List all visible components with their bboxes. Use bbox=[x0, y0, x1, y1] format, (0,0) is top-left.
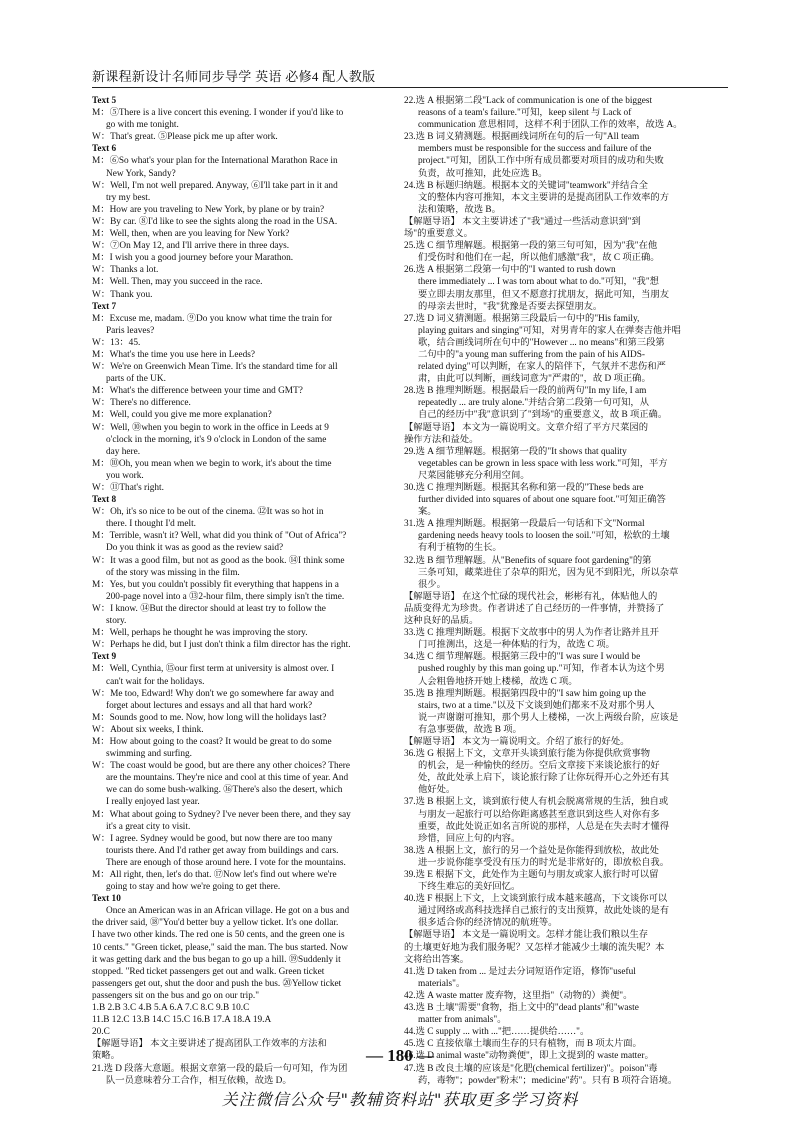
text-line: W：Perhaps he did, but I just don't think a film director has the right. bbox=[92, 640, 351, 651]
text-line: 要立即去朋友那里，但又不愿意打扰朋友，据此可知，当朋友 bbox=[418, 289, 670, 300]
text-line: 28.选 B 推理判断题。根据最后一段的前两句"In my life, I am bbox=[404, 386, 647, 397]
text-line: 【解题导语】 本文是一篇说明文。怎样才能让我们粮以生存 bbox=[404, 930, 649, 941]
text-line: 操作方法和益处。 bbox=[404, 434, 479, 445]
text-line: W：Thank you. bbox=[92, 289, 153, 300]
text-line: Text 10 bbox=[92, 894, 121, 905]
text-line: 法和策略，故选 B。 bbox=[418, 204, 501, 215]
text-line: 歌，结合画线词所在句中的"However ... no means"和第三段第 bbox=[418, 337, 665, 348]
text-line: repeatedly ... are truly alone."并结合第二段第一句可知，从 bbox=[418, 398, 650, 409]
text-line: 进一步说你能享受没有压力的时光是非常好的，即放松自我。 bbox=[418, 857, 670, 868]
text-line: swimming and surfing. bbox=[106, 749, 192, 760]
text-line: 下终生难忘的美好回忆。 bbox=[418, 882, 521, 893]
text-line: related dying"可以判断，在家人的陪伴下，气氛并不悲伤和严 bbox=[418, 362, 666, 373]
text-line: M：Excuse me, madam. ⑨Do you know what time the train for bbox=[92, 313, 333, 324]
text-line: M：Well, Cynthia, ⑮our first term at university is almost over. I bbox=[92, 664, 335, 675]
text-line: 【解题导语】 本文为一篇说明文。介绍了旅行的好处。 bbox=[404, 736, 630, 747]
text-line: 与朋友一起旅行可以给你距离感甚至意识到这些人对你有多 bbox=[418, 809, 660, 820]
text-line: W：Oh, it's so nice to be out of the cinema. ⑫It was so hot in bbox=[92, 507, 324, 518]
text-line: there immediately ... I was torn about what to do."可知，"我"想 bbox=[418, 277, 659, 288]
text-line: 42.选 A waste matter 废弃物，这里指"（动物的）粪便"。 bbox=[404, 990, 633, 1001]
text-line: of the story was missing in the film. bbox=[106, 567, 240, 578]
text-line: 26.选 A 根据第二段第一句中的"I wanted to rush down bbox=[404, 265, 616, 276]
text-line: 肃，由此可以判断，画线词意为"严肃的"，故 D 项正确。 bbox=[418, 374, 651, 385]
text-line: W：It was a good film, but not as good as the book. ⑭I think some bbox=[92, 555, 345, 566]
text-line: 43.选 B 土壤"需要"食物，指上文中的"dead plants"和"waste bbox=[404, 1003, 639, 1014]
text-line: we can do some bush-walking. ⑯There's also the desert, which bbox=[106, 785, 343, 796]
text-line: M：Well. Then, may you succeed in the race. bbox=[92, 277, 263, 288]
text-line: 的机会，是一种愉快的经历。空后文章接下来谈论旅行的好 bbox=[418, 761, 660, 772]
text-line: tourists there. And I'd rather get away from buildings and cars. bbox=[106, 845, 339, 856]
text-line: can't wait for the holidays. bbox=[106, 676, 205, 687]
text-line: W：⑦On May 12, and I'll arrive there in three days. bbox=[92, 241, 290, 252]
text-line: M：⑤There is a live concert this evening. I wonder if you'd like to bbox=[92, 108, 344, 119]
text-line: 场"的重要意义。 bbox=[404, 229, 473, 240]
text-line: Do you think it was as good as the review said? bbox=[106, 543, 284, 554]
text-line: 二句中的"a young man suffering from the pain of his AIDS- bbox=[418, 349, 645, 360]
text-line: 文的整体内容可推知，本文主要讲的是提高团队工作效率的方 bbox=[418, 192, 670, 203]
text-line: M：Well, then, when are you leaving for New York? bbox=[92, 229, 290, 240]
text-line: W：Well, I'm not well prepared. Anyway, ⑥I'll take part in it and bbox=[92, 180, 338, 191]
text-line: 尺菜园能够充分利用空间。 bbox=[418, 470, 530, 481]
text-line: go with me tonight. bbox=[106, 120, 179, 131]
right-column bbox=[404, 95, 728, 1087]
text-line: reasons of a team's failure."可知，keep silent 与 Lack of bbox=[418, 108, 632, 119]
text-line: 1.B 2.B 3.C 4.B 5.A 6.A 7.C 8.C 9.B 10.C bbox=[92, 1003, 250, 1014]
text-line: 负责，故可推知，此处应选 B。 bbox=[418, 168, 548, 179]
text-line: 46.选 D animal waste"动物粪便"，即上文提到的 waste matter。 bbox=[404, 1051, 654, 1062]
text-line: 25.选 C 细节理解题。根据第一段的第三句可知，因为"我"在他 bbox=[404, 241, 658, 252]
text-line: matter from animals"。 bbox=[418, 1015, 507, 1026]
text-line: it was getting dark and the bus began to go up a hill. ⑲Suddenly it bbox=[92, 954, 341, 965]
text-line: M：I wish you a good journey before your Marathon. bbox=[92, 253, 294, 264]
text-line: W：⑪That's right. bbox=[92, 483, 164, 493]
text-line: 【解题导语】 本文为一篇说明文。文章介绍了平方尺菜园的 bbox=[404, 422, 649, 433]
text-line: materials"。 bbox=[418, 978, 466, 989]
text-line: 40.选 F 根据上下文，上文谈到旅行成本越来越高，下文谈你可以 bbox=[404, 894, 668, 905]
text-line: going to stay and how we're going to get there. bbox=[106, 882, 281, 893]
text-line: 29.选 A 细节理解题。根据第一段的"It shows that quality bbox=[404, 446, 627, 457]
text-line: 品质变得尤为珍贵。作者讲述了自己经历的一件事情，并赞扬了 bbox=[404, 603, 665, 614]
text-line: I really enjoyed last year. bbox=[106, 797, 200, 808]
text-line: Text 6 bbox=[92, 144, 117, 155]
text-line: 队一员意味着分工合作，相互依赖，故选 D。 bbox=[106, 1075, 292, 1086]
text-line: 处，故此处承上启下，谈论旅行除了让你玩得开心之外还有其 bbox=[418, 773, 670, 784]
text-line: passengers sit on the bus and go on our trip." bbox=[92, 990, 259, 1001]
text-line: 200-page novel into a ⑬2-hour film, there simply isn't the time. bbox=[106, 591, 345, 602]
text-line: 33.选 C 推理判断题。根据下文故事中的男人为作者让路并且开 bbox=[404, 628, 659, 639]
text-line: further divided into squares of about one square foot."可知正确答 bbox=[418, 495, 666, 506]
text-line: 24.选 B 标题归纳题。根据本文的关键词"teamwork"并结合全 bbox=[404, 180, 648, 191]
text-line: stairs, two at a time."以及下文谈到她们都来不及对那个男人 bbox=[418, 700, 655, 711]
footer-note: 关注微信公众号"教辅资料站"获取更多学习资料 bbox=[221, 1090, 579, 1109]
text-line: 22.选 A 根据第二段"Lack of communication is one of the biggest bbox=[404, 96, 653, 106]
text-line: stopped. "Red ticket passengers get out and walk. Green ticket bbox=[92, 966, 325, 977]
text-line: pushed roughly by this man going up."可知，作者本认为这个男 bbox=[418, 664, 665, 675]
text-line: 三条可知，藏菜进住了杂草的阳光，因为见不到阳光，所以杂草 bbox=[418, 567, 679, 578]
text-line: communication 意思相同，这样不利于团队工作的效率，故选 A。 bbox=[418, 120, 683, 131]
text-line: W：Thanks a lot. bbox=[92, 265, 159, 276]
text-line: 35.选 B 推理判断题。根据第四段中的"I saw him going up the bbox=[404, 688, 646, 699]
text-line: M：⑩Oh, you mean when we begin to work, it's about the time bbox=[92, 458, 332, 469]
text-line: Text 9 bbox=[92, 652, 117, 663]
text-line: 这种良好的品质。 bbox=[404, 616, 479, 627]
text-line: 【解题导语】 本文主要讲述了提高团队工作效率的方法和 bbox=[92, 1039, 327, 1050]
text-line: parts of the UK. bbox=[106, 374, 166, 385]
text-line: 们受伤时和他们在一起，所以他们感激"我"，故 C 项正确。 bbox=[418, 253, 660, 264]
text-line: M：What about going to Sydney? I've never been there, and they say bbox=[92, 809, 351, 820]
text-line: forget about lectures and essays and all that hard work? bbox=[106, 700, 313, 711]
text-line: Text 7 bbox=[92, 301, 117, 312]
text-line: W：I agree. Sydney would be good, but now there are too many bbox=[92, 833, 333, 844]
text-line: 20.C bbox=[92, 1027, 110, 1038]
text-line: M：All right, then, let's do that. ⑰Now let's find out where we're bbox=[92, 870, 337, 880]
text-line: members must be responsible for the success and failure of the bbox=[418, 144, 652, 155]
text-line: 10 cents." "Green ticket, please," said the man. The bus started. Now bbox=[92, 942, 348, 953]
text-line: 药，毒物"；powder"粉末"；medicine"药"。只有 B 项符合语境。 bbox=[418, 1075, 678, 1086]
text-line: 案。 bbox=[418, 507, 437, 518]
text-line: M：Yes, but you couldn't possibly fit everything that happens in a bbox=[92, 579, 339, 590]
page-number: — 180 — bbox=[366, 1046, 434, 1065]
text-line: W：Me too, Edward! Why don't we go somewhere far away and bbox=[92, 688, 334, 699]
text-line: are the mountains. They're nice and cool at this time of year. And bbox=[106, 773, 349, 784]
text-line: 很少。 bbox=[418, 579, 446, 590]
text-line: M：Sounds good to me. Now, how long will the holidays last? bbox=[92, 712, 327, 723]
text-line: 45.选 C 直接依靠土壤而生存的只有植物，而 B 项太片面。 bbox=[404, 1039, 642, 1050]
text-line: W：Well, ⑩when you begin to work in the office in Leeds at 9 bbox=[92, 422, 329, 433]
text-line: 重要，故此处说正如名言所说的那样，人总是在失去时才懂得 bbox=[418, 821, 670, 832]
text-line: 44.选 C supply ... with ..."把……提供给……"。 bbox=[404, 1027, 590, 1038]
text-line: vegetables can be grown in less space with less work."可知，平方 bbox=[418, 458, 668, 469]
text-line: 门可推测出，这是一种体贴的行为，故选 C 项。 bbox=[418, 640, 615, 651]
text-line: M：⑥So what's your plan for the International Marathon Race in bbox=[92, 156, 338, 167]
text-line: W：There's no difference. bbox=[92, 398, 191, 409]
text-line: 34.选 C 细节理解题。根据第三段中的"I was sure I would be bbox=[404, 652, 641, 663]
text-line: Text 5 bbox=[92, 96, 117, 106]
text-line: Once an American was in an African village. He got on a bus and bbox=[106, 906, 350, 917]
text-line: Text 8 bbox=[92, 495, 117, 506]
text-line: 通过网络或高科技选择自己旅行的支出预算，故此处谈的是有 bbox=[418, 906, 670, 917]
text-line: 说一声谢谢可推知，那个男人上楼梯，一次上两级台阶，应该是 bbox=[418, 712, 679, 723]
text-line: 32.选 B 细节理解题。从"Benefits of square foot gardening"的第 bbox=[404, 555, 652, 566]
book-title: 新课程新设计名师同步导学 英语 必修4 配人教版 bbox=[92, 69, 376, 84]
text-line: gardening needs heavy tools to loosen the soil."可知，松软的土壤 bbox=[418, 531, 670, 542]
text-line: 他好处。 bbox=[418, 785, 456, 796]
text-line: M：Well, perhaps he thought he was improving the story. bbox=[92, 628, 308, 639]
header-rule bbox=[92, 87, 728, 88]
text-line: 人会粗鲁地挤开她上楼梯，故选 C 项。 bbox=[418, 676, 578, 687]
text-line: New York, Sandy? bbox=[106, 168, 176, 179]
text-line: day here. bbox=[106, 446, 141, 457]
text-line: passengers get out, shut the door and push the bus. ⑳Yellow ticket bbox=[92, 978, 342, 989]
text-line: 的土壤更好地为我们服务呢？又怎样才能减少土壤的流失呢？本 bbox=[404, 942, 665, 953]
text-line: 41.选 D taken from ... 是过去分词短语作定语，修饰"useful bbox=[404, 966, 636, 977]
text-line: W：By car. ⑧I'd like to see the sights along the road in the USA. bbox=[92, 216, 338, 227]
text-line: 39.选 E 根据下文，此处作为主题句与朋友或家人旅行时可以留 bbox=[404, 870, 659, 880]
text-line: story. bbox=[106, 616, 127, 627]
text-line: 11.B 12.C 13.B 14.C 15.C 16.B 17.A 18.A 19.A bbox=[92, 1015, 272, 1026]
text-line: 31.选 A 推理判断题。根据第一段最后一句话和下文"Normal bbox=[404, 519, 645, 530]
text-line: Paris leaves? bbox=[106, 325, 155, 336]
text-line: 策略。 bbox=[92, 1051, 120, 1062]
text-line: you work. bbox=[106, 470, 144, 481]
text-line: W：About six weeks, I think. bbox=[92, 724, 204, 735]
text-line: playing guitars and singing"可知，对男青年的家人在弹奏吉他并唱 bbox=[418, 325, 681, 336]
text-line: W：We're on Greenwich Mean Time. It's the standard time for all bbox=[92, 362, 338, 373]
text-line: 37.选 B 根据上文，谈到旅行使人有机会脱离常规的生活，独自或 bbox=[404, 797, 669, 808]
text-line: 30.选 C 推理判断题。根据其名称和第一段的"These beds are bbox=[404, 483, 644, 493]
text-line: 有急事要做，故选 B 项。 bbox=[418, 724, 522, 735]
text-line: W：I know. ⑭But the director should at least try to follow the bbox=[92, 603, 326, 614]
text-line: 的母亲去世时，"我"犹豫是否要去探望朋友。 bbox=[418, 301, 603, 312]
text-line: M：How are you traveling to New York, by plane or by train? bbox=[92, 204, 325, 215]
text-line: 有利于植物的生长。 bbox=[418, 543, 502, 554]
text-line: 珍惜，回应上句的内容。 bbox=[418, 833, 521, 844]
text-line: M：What's the time you use here in Leeds? bbox=[92, 349, 256, 360]
text-line: I have two other kinds. The red one is 50 cents, and the green one is bbox=[92, 930, 345, 941]
text-line: W：That's great. ⑤Please pick me up after work. bbox=[92, 132, 278, 143]
text-line: 36.选 G 根据上下文，文章开头谈到旅行能为你提供欣赏事物 bbox=[404, 749, 651, 760]
text-line: M：What's the difference between your time and GMT? bbox=[92, 386, 303, 397]
text-line: 【解题导语】 在这个忙碌的现代社会，彬彬有礼，体贴他人的 bbox=[404, 591, 658, 602]
text-line: project."可知，团队工作中所有成员都要对项目的成功和失败 bbox=[418, 156, 664, 167]
text-line: 21.选 D 段落大意题。根据文章第一段的最后一句可知，作为团 bbox=[92, 1063, 348, 1074]
text-line: 自己的经历中"我"意识到了"到场"的重要意义，故 B 项正确。 bbox=[418, 410, 668, 421]
text-line: the driver said, ⑱"You'd better buy a yellow ticket. It's one dollar. bbox=[92, 918, 339, 929]
text-line: W：13：45. bbox=[92, 337, 141, 348]
text-line: 38.选 A 根据上文，旅行的另一个益处是你能得到放松，故此处 bbox=[404, 845, 659, 856]
text-line: o'clock in the morning, it's 9 o'clock in London of the same bbox=[106, 434, 327, 445]
text-line: M：Terrible, wasn't it? Well, what did you think of "Out of Africa"? bbox=[92, 531, 347, 542]
text-line: There are enough of those around here. I vote for the mountains. bbox=[106, 857, 346, 868]
text-line: M：Well, could you give me more explanation? bbox=[92, 410, 272, 421]
text-line: W：The coast would be good, but are there any other choices? There bbox=[92, 761, 350, 772]
text-line: 很多适合你的经济情况的航班等。 bbox=[418, 918, 558, 929]
text-line: M：How about going to the coast? It would be great to do some bbox=[92, 736, 332, 747]
text-line: 27.选 D 词义猜测题。根据第三段最后一句中的"His family, bbox=[404, 313, 640, 324]
text-line: there. I thought I'd melt. bbox=[106, 519, 196, 530]
text-line: 【解题导语】 本文主要讲述了"我"通过一些活动意识到"到 bbox=[404, 216, 641, 227]
text-line: try my best. bbox=[106, 192, 151, 203]
text-line: 文将给出答案。 bbox=[404, 954, 470, 965]
text-line: 47.选 B 改良土壤的应该是"化肥(chemical fertilizer)"。poison"毒 bbox=[404, 1063, 658, 1074]
text-line: 23.选 B 词义猜测题。根据画线词所在句的后一句"All team bbox=[404, 132, 640, 143]
left-column bbox=[92, 95, 398, 1087]
text-line: it's a great city to visit. bbox=[106, 821, 191, 832]
